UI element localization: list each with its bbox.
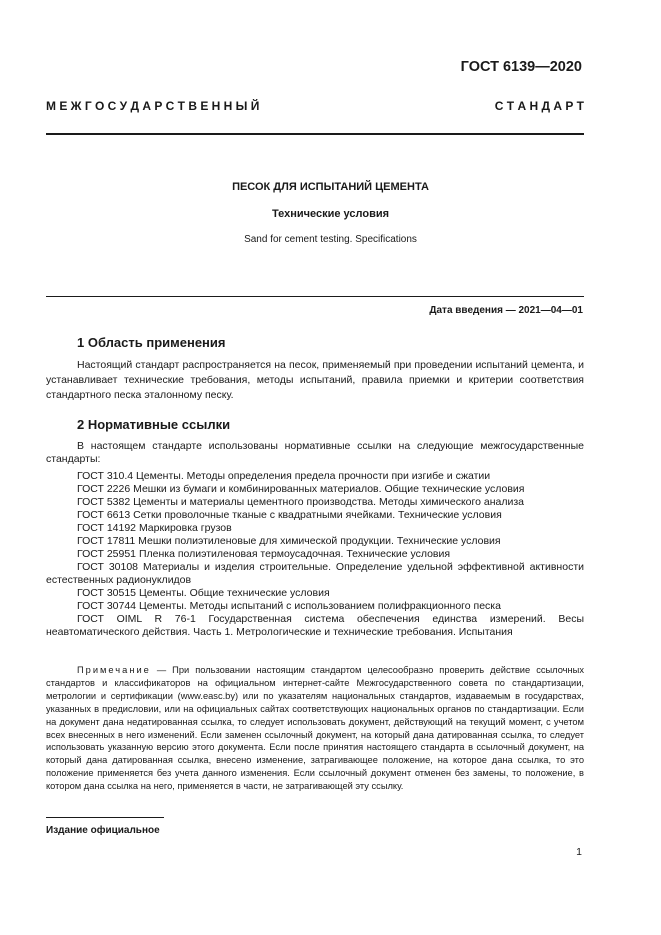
section-2-intro: [46, 440, 584, 466]
reference-item: ГОСТ 25951 Пленка полиэтиленовая термоусадочная. Технические условия: [77, 548, 451, 560]
reference-item: ГОСТ 17811 Мешки полиэтиленовые для химической продукции. Технические условия: [77, 535, 501, 547]
document-number: ГОСТ 6139—2020: [460, 59, 582, 75]
banner-right-text: С Т А Н Д А Р Т: [494, 99, 584, 113]
reference-item: ГОСТ 30108 Материалы и изделия строительные. Определение удельной эффективной активности естественных радионуклидов: [46, 561, 584, 586]
reference-item: ГОСТ OIML R 76-1 Государственная система обеспечения единства измерений. Весы неавтоматического действия. Часть 1. Метрологические и технические требования. Испытания: [46, 613, 584, 638]
footer-divider: [46, 817, 164, 818]
note-label: Примечание: [77, 665, 151, 675]
title-divider: [46, 296, 584, 297]
reference-item: ГОСТ 310.4 Цементы. Методы определения предела прочности при изгибе и сжатии: [77, 470, 491, 482]
page-number: 1: [576, 846, 582, 858]
document-title: ПЕСОК ДЛЯ ИСПЫТАНИЙ ЦЕМЕНТА: [232, 181, 429, 193]
note-text: — При пользовании настоящим стандартом целесообразно проверить действие ссылочных стандартов и классификаторов на официальном интернет-сайте Межгосударственного совета по стандартизации, метрологии и сертификации (www.easc.by) или по указателям национальных стандартов, издаваемым в государствах, указанных в предисловии, или на официальных сайтах соответствующих национальных органов по стандартизации. Если на документ дана недатированная ссылка, то следует использовать документ, действующий на текущий момент, с учетом всех внесенных в него изменений. Если заменен ссылочный документ, на который дана датированная ссылка, то следует использовать указанную версию этого документа. Если после принятия настоящего стандарта в ссылочный документ, на который дана датированная ссылка, внесено изменение, затрагивающее положение, на которое дана ссылка, то это положение применяется без учета данного изменения. Если ссылочный документ отменен без замены, то положение, в котором дана ссылка на него, применяется в части, не затрагивающей эту ссылку.: [46, 665, 584, 792]
header-divider: [46, 133, 584, 135]
document-subtitle: Технические условия: [271, 208, 390, 220]
reference-item: ГОСТ 5382 Цементы и материалы цементного производства. Методы химического анализа: [77, 496, 524, 508]
reference-item: ГОСТ 30515 Цементы. Общие технические условия: [77, 587, 330, 599]
standard-banner: [46, 99, 584, 113]
effective-date: Дата введения — 2021—04—01: [429, 305, 583, 316]
english-title: Sand for cement testing. Specifications: [244, 234, 417, 245]
banner-left-text: М Е Ж Г О С У Д А Р С Т В Е Н Н Ы Й: [46, 99, 260, 113]
section-1-text: [46, 358, 584, 403]
reference-item: ГОСТ 6613 Сетки проволочные тканые с квадратными ячейками. Технические условия: [77, 509, 502, 521]
section-2-heading: 2 Нормативные ссылки: [77, 417, 231, 432]
section-1-paragraph: Настоящий стандарт распространяется на песок, применяемый при проведении испытаний цемента, и устанавливает технические требования, методы испытаний, правила приемки и критерии соответствия стандартного песка эталонному песку.: [46, 359, 584, 401]
edition-label: Издание официальное: [46, 825, 160, 836]
references-list: [46, 470, 584, 639]
section-2-intro-text: В настоящем стандарте использованы нормативные ссылки на следующие межгосударственные стандарты:: [46, 440, 584, 465]
reference-item: ГОСТ 2226 Мешки из бумаги и комбинированных материалов. Общие технические условия: [77, 483, 525, 495]
reference-item: ГОСТ 14192 Маркировка грузов: [77, 522, 232, 534]
note-block: [46, 664, 584, 793]
reference-item: ГОСТ 30744 Цементы. Методы испытаний с использованием полифракционного песка: [77, 600, 501, 612]
section-1-heading: 1 Область применения: [77, 335, 226, 350]
